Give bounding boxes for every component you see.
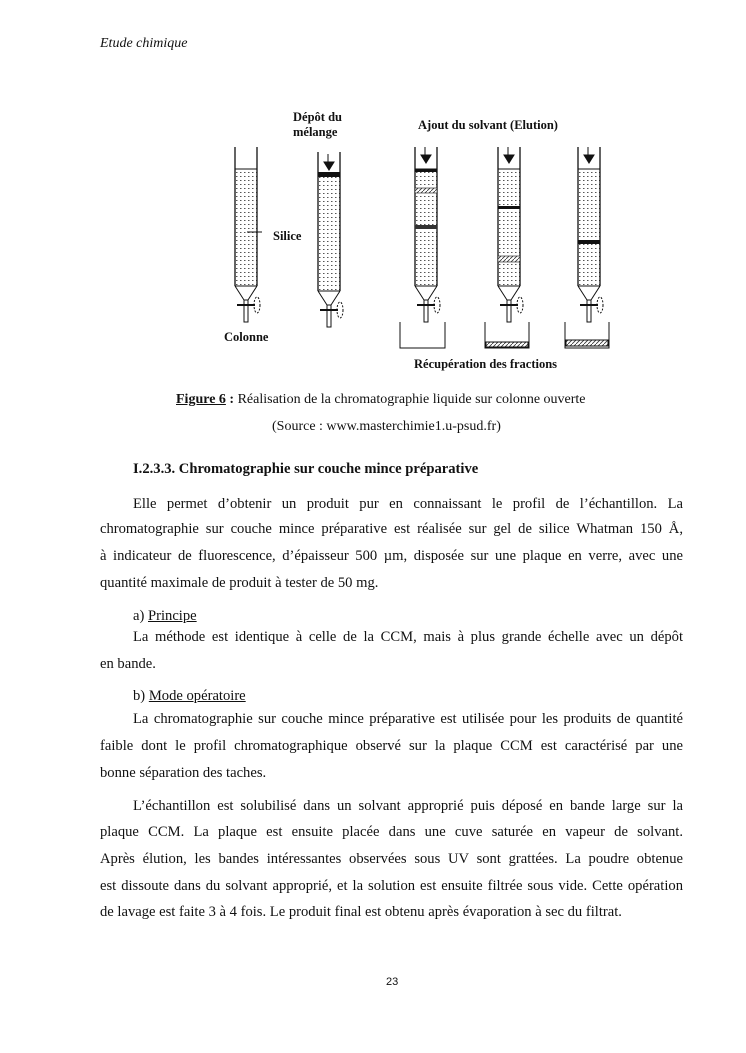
column-elution-3: [578, 147, 603, 322]
subheading-principe: [133, 608, 197, 625]
caption-sep: :: [225, 392, 235, 407]
column-elution-2: [498, 147, 523, 322]
column-deposit: [318, 152, 343, 327]
label-silice: Silice: [273, 229, 302, 243]
figure-number: Figure 6: [176, 392, 226, 407]
sub-b-title: Mode opératoire: [148, 688, 246, 704]
para4-line: de lavage est faite 3 à 4 fois. Le produit final est obtenu après évaporation à sec du filtrat.: [100, 904, 622, 920]
para2-line: en bande.: [100, 656, 156, 672]
para4-line: Après élution, les bandes intéressantes observées sous UV sont grattées. La poudre obtenue: [100, 851, 683, 867]
para4-line: est dissoute dans du solvant approprié, et la solution est ensuite filtrée sous vide. Cette opération: [100, 878, 683, 894]
para1-line: chromatographie sur couche mince préparative est réalisée sur gel de silice Whatman 150 Å,: [100, 521, 683, 537]
para1-line: quantité maximale de produit à tester de 50 mg.: [100, 575, 379, 591]
sub-b-prefix: b): [133, 688, 149, 704]
sub-a-title: Principe: [148, 608, 197, 624]
sub-a-prefix: a): [133, 608, 148, 624]
label-depot-1: Dépôt du: [293, 110, 342, 124]
beaker-1: [400, 322, 445, 348]
para3-line: La chromatographie sur couche mince préparative est utilisée pour les produits de quantité: [133, 711, 683, 727]
label-ajout: Ajout du solvant (Elution): [418, 118, 558, 132]
section-heading: I.2.3.3. Chromatographie sur couche mince préparative: [133, 461, 479, 477]
label-depot-2: mélange: [293, 125, 338, 139]
column-elution-1: [415, 147, 440, 322]
column-empty: [235, 147, 260, 322]
label-colonne: Colonne: [224, 330, 269, 344]
para4-line: plaque CCM. La plaque est ensuite placée dans une cuve saturée en vapeur de solvant.: [100, 824, 683, 840]
subheading-mode-operatoire: [133, 688, 246, 705]
page-number: 23: [386, 976, 399, 988]
para1-line: à indicateur de fluorescence, d’épaisseur 500 µm, disposée sur une plaque en verre, avec une: [100, 548, 683, 564]
running-header: Etude chimique: [100, 36, 188, 51]
label-recuperation: Récupération des fractions: [414, 357, 558, 371]
caption-text: Réalisation de la chromatographie liquide sur colonne ouverte: [234, 392, 586, 407]
chromatography-column-figure: [0, 0, 746, 400]
figure-caption: [176, 392, 586, 408]
para1-line: Elle permet d’obtenir un produit pur en connaissant le profil de l’échantillon. La: [133, 496, 683, 512]
para3-line: bonne séparation des taches.: [100, 765, 267, 781]
figure-source: (Source : www.masterchimie1.u-psud.fr): [272, 419, 501, 434]
para3-line: faible dont le profil chromatographique observé sur la plaque CCM est caractérisé par une: [100, 738, 683, 754]
para2-line: La méthode est identique à celle de la CCM, mais à plus grande échelle avec un dépôt: [133, 629, 683, 645]
para4-line: L’échantillon est solubilisé dans un solvant approprié puis déposé en bande large sur la: [133, 798, 683, 814]
